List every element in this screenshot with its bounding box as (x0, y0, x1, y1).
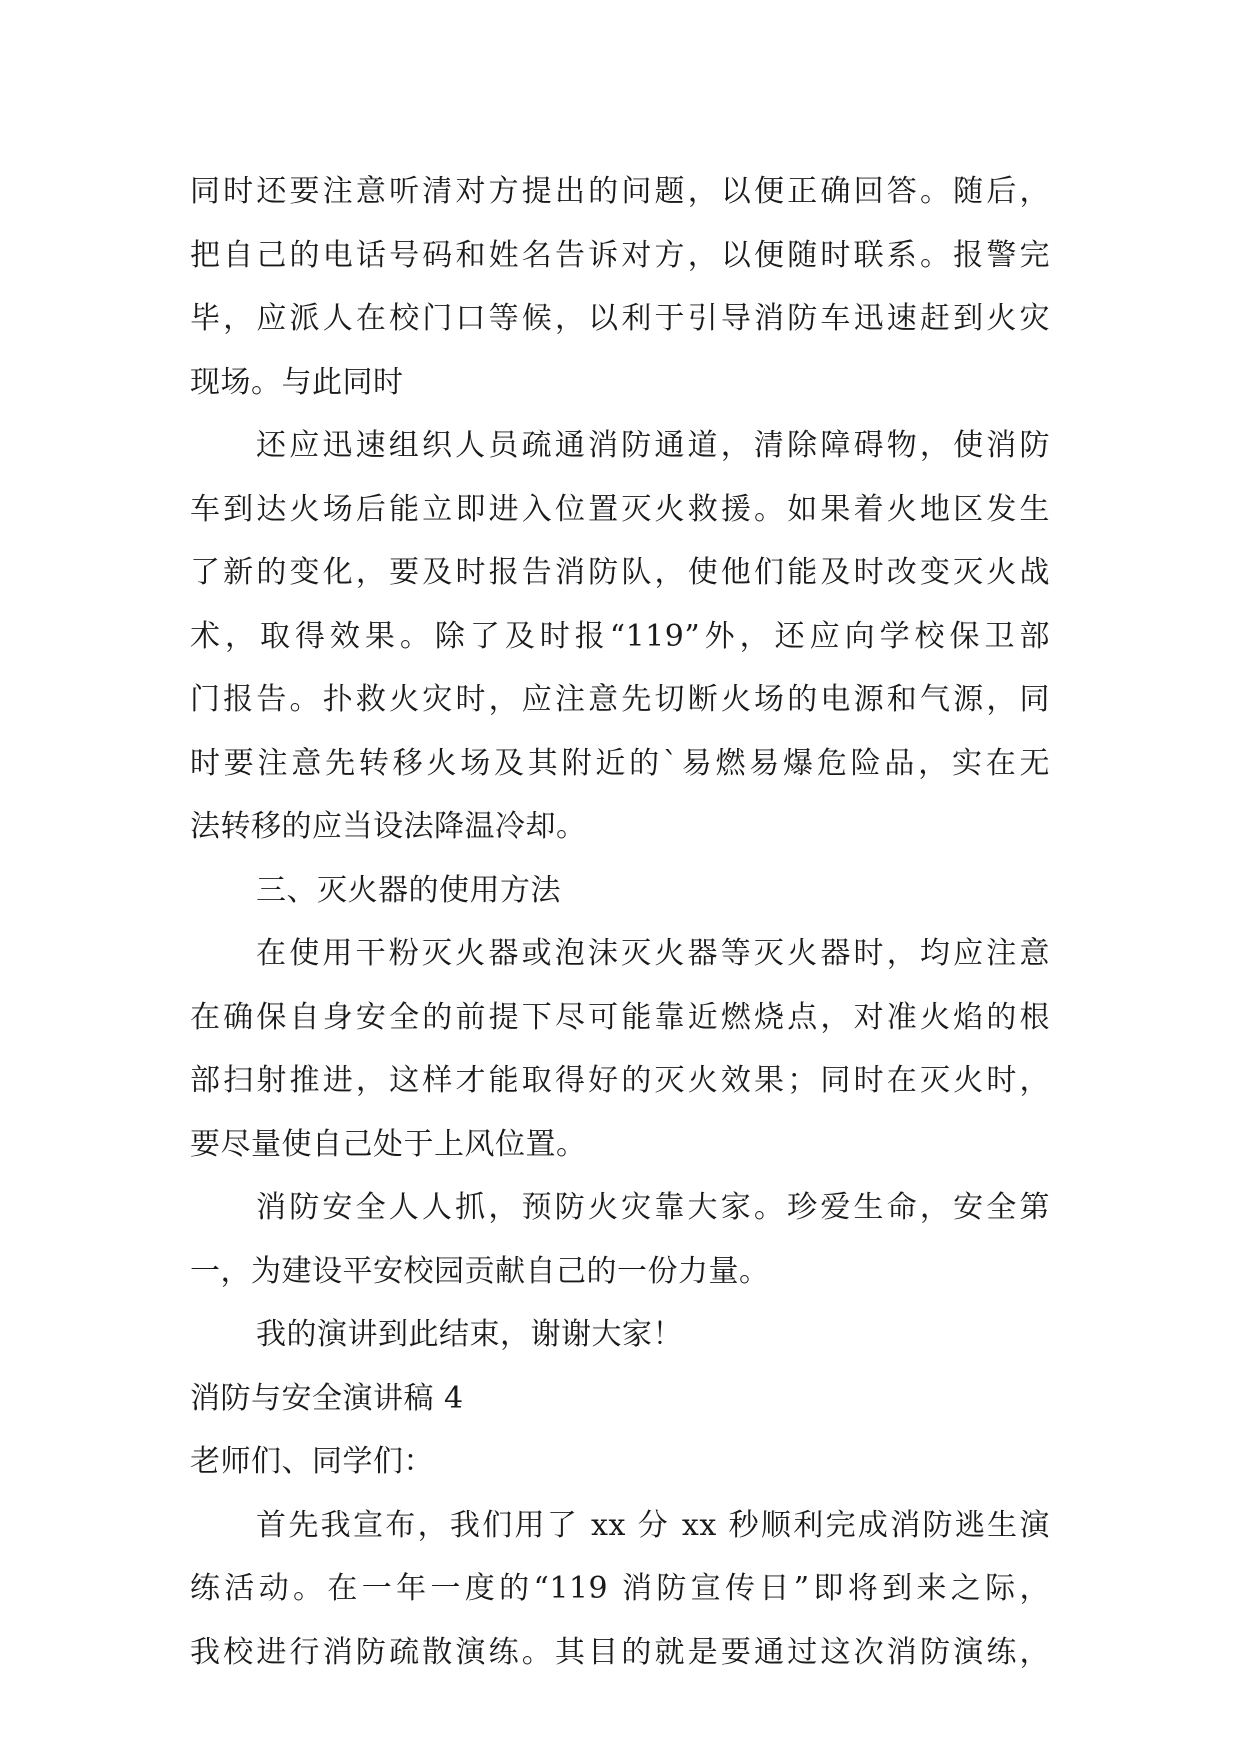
text-line: 消防安全人人抓，预防火灾靠大家。珍爱生命，安全第 (256, 1190, 1050, 1225)
text-line: 车到达火场后能立即进入位置灭火救援。如果着火地区发生 (190, 491, 1050, 527)
text-line: 还应迅速组织人员疏通消防通道，清除障碍物，使消防 (256, 428, 1050, 463)
text-line: 法转移的应当设法降温冷却。 (190, 809, 587, 844)
text-line: 我校进行消防疏散演练。其目的就是要通过这次消防演练， (190, 1634, 1050, 1670)
document-body (190, 160, 1050, 1684)
text-line: 门报告。扑救火灾时，应注意先切断火场的电源和气源，同 (190, 682, 1050, 717)
text-line: 要尽量使自己处于上风位置。 (190, 1126, 587, 1162)
text-line: 术，取得效果。除了及时报“119”外，还应向学校保卫部 (190, 618, 1050, 654)
text-line: 同时还要注意听清对方提出的问题，以便正确回答。随后， (190, 174, 1050, 209)
text-line: 老师们、同学们： (190, 1444, 434, 1479)
text-line: 练活动。在一年一度的“119 消防宣传日”即将到来之际， (190, 1571, 1050, 1606)
text-line: 把自己的电话号码和姓名告诉对方，以便随时联系。报警完 (190, 237, 1050, 273)
text-line: 时要注意先转移火场及其附近的`易燃易爆危险品，实在无 (190, 745, 1050, 781)
text-line: 我的演讲到此结束，谢谢大家！ (256, 1317, 683, 1352)
text-line: 毕，应派人在校门口等候，以利于引导消防车迅速赶到火灾 (190, 301, 1050, 336)
text-line: 现场。与此同时 (190, 364, 404, 400)
text-line: 一，为建设平安校园贡献自己的一份力量。 (190, 1253, 770, 1289)
text-line: 三、灭火器的使用方法 (256, 872, 561, 908)
text-line: 在确保自身安全的前提下尽可能靠近燃烧点，对准火焰的根 (190, 999, 1050, 1035)
text-line: 首先我宣布，我们用了 xx 分 xx 秒顺利完成消防逃生演 (256, 1507, 1050, 1543)
text-line: 了新的变化，要及时报告消防队，使他们能及时改变灭火战 (190, 555, 1050, 590)
text-line: 在使用干粉灭火器或泡沫灭火器等灭火器时，均应注意 (256, 936, 1050, 971)
text-line: 部扫射推进，这样才能取得好的灭火效果；同时在灭火时， (190, 1063, 1050, 1098)
text-line: 消防与安全演讲稿 4 (190, 1380, 464, 1416)
